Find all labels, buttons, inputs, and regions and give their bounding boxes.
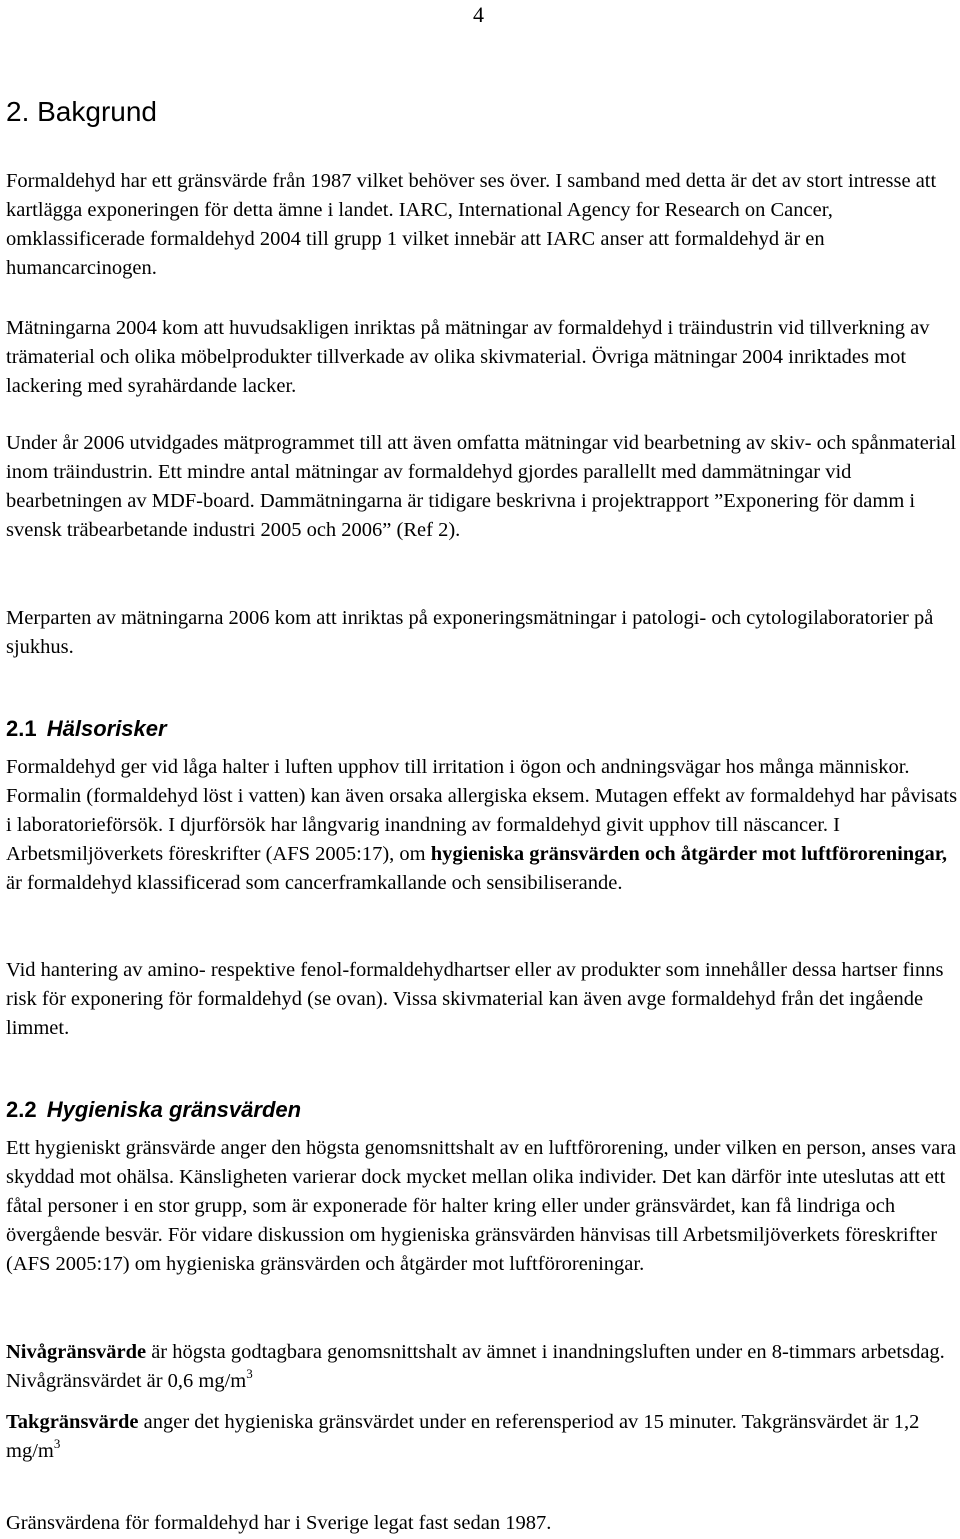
section-number: 2.1	[6, 716, 37, 741]
text-segment: Formaldehyd ger vid låga halter i luften upphov till irritation i ögon och andningsvägar hos många människor. Formalin (formaldehyd löst i vatten) kan även orsaka allergiska eksem. Mutagen effekt av formaldehyd har påvisats i laboratorieförsök. I djurförsök har långvarig inandning av formaldehyd givit upphov till näscancer. I Arbetsmiljöverkets föreskrifter (AFS 2005:17), om	[6, 756, 958, 865]
paragraph-hygieniskt-gransvarde: Ett hygieniskt gränsvärde anger den högsta genomsnittshalt av en luftförorening, under vilken en person, anses vara skyddad mot ohälsa. Känsligheten varierar dock mycket mellan olika individer. Det kan därför inte uteslutas att ett fåtal personer i en stor grupp, som är exponerade för halter kring eller under gränsvärdet, kan få lindriga och övergående besvär. För vidare diskussion om hygieniska gränsvärden hänvisas till Arbetsmiljöverkets föreskrifter (AFS 2005:17) om hygieniska gränsvärden och åtgärder mot luftföroreningar.	[6, 1137, 957, 1275]
superscript: 3	[53, 1436, 61, 1451]
paragraph-intro: Formaldehyd har ett gränsvärde från 1987 vilket behöver ses över. I samband med detta är det av stort intresse att kartlägga exponeringen för detta ämne i landet. IARC, International Agency for Research on Cancer, omklassificerade formaldehyd 2004 till grupp 1 vilket innebär att IARC anser att formaldehyd är en humancarcinogen.	[6, 170, 937, 279]
paragraph-merparten: Merparten av mätningarna 2006 kom att inriktas på exponeringsmätningar i patologi- och cytologilaboratorier på sjukhus.	[6, 607, 934, 658]
term-nivagransvarde: Nivågränsvärde	[6, 1341, 147, 1363]
paragraph-gransvardena-1987: Gränsvärdena för formaldehyd har i Sverige legat fast sedan 1987.	[6, 1512, 552, 1534]
section-title: Hygieniska gränsvärden	[46, 1097, 302, 1122]
section-number: 2.2	[6, 1097, 37, 1122]
text-segment: är formaldehyd klassificerad som cancerframkallande och sensibiliserande.	[6, 872, 623, 894]
section-heading-halsorisker	[6, 716, 167, 742]
superscript: 3	[246, 1366, 253, 1381]
bold-phrase: hygieniska gränsvärden och åtgärder mot luftföroreningar,	[430, 843, 948, 865]
term-takgransvarde: Takgränsvärde	[6, 1411, 139, 1433]
page-number: 4	[473, 2, 484, 27]
paragraph-hantering: Vid hantering av amino- respektive fenol-formaldehydhartser eller av produkter som innehåller dessa hartser finns risk för exponering för formaldehyd (se ovan). Vissa skivmaterial kan även avge formaldehyd från det ingående limmet.	[6, 959, 944, 1039]
paragraph-matningar-2004: Mätningarna 2004 kom att huvudsakligen inriktas på mätningar av formaldehyd i träindustrin vid tillverkning av trämaterial och olika möbelprodukter tillverkade av olika skivmaterial. Övriga mätningar 2004 inriktades mot lackering med syrahärdande lacker.	[6, 317, 930, 397]
paragraph-halsorisker	[6, 753, 960, 898]
text-segment: är högsta godtagbara genomsnittshalt av ämnet i inandningsluften under en 8-timmars arbetsdag. Nivågränsvärdet är 0,6 mg/m	[6, 1341, 945, 1392]
section-title: Hälsorisker	[46, 716, 167, 741]
section-heading-hygieniska-gransvarden	[6, 1097, 301, 1123]
section-heading-bakgrund: 2. Bakgrund	[6, 96, 157, 127]
text-segment: anger det hygieniska gränsvärdet under en referensperiod av 15 minuter. Takgränsvärdet är 1,2 mg/m	[6, 1411, 920, 1462]
paragraph-takgransvarde	[6, 1408, 960, 1466]
paragraph-matprogram-2006: Under år 2006 utvidgades mätprogrammet till att även omfatta mätningar vid bearbetning av skiv- och spånmaterial inom träindustrin. Ett mindre antal mätningar av formaldehyd gjordes parallellt med dammätningar vid bearbetningen av MDF-board. Dammätningarna är tidigare beskrivna i projektrapport ”Exponering för damm i svensk träbearbetande industri 2005 och 2006” (Ref 2).	[6, 432, 957, 541]
paragraph-nivagransvarde	[6, 1338, 960, 1396]
